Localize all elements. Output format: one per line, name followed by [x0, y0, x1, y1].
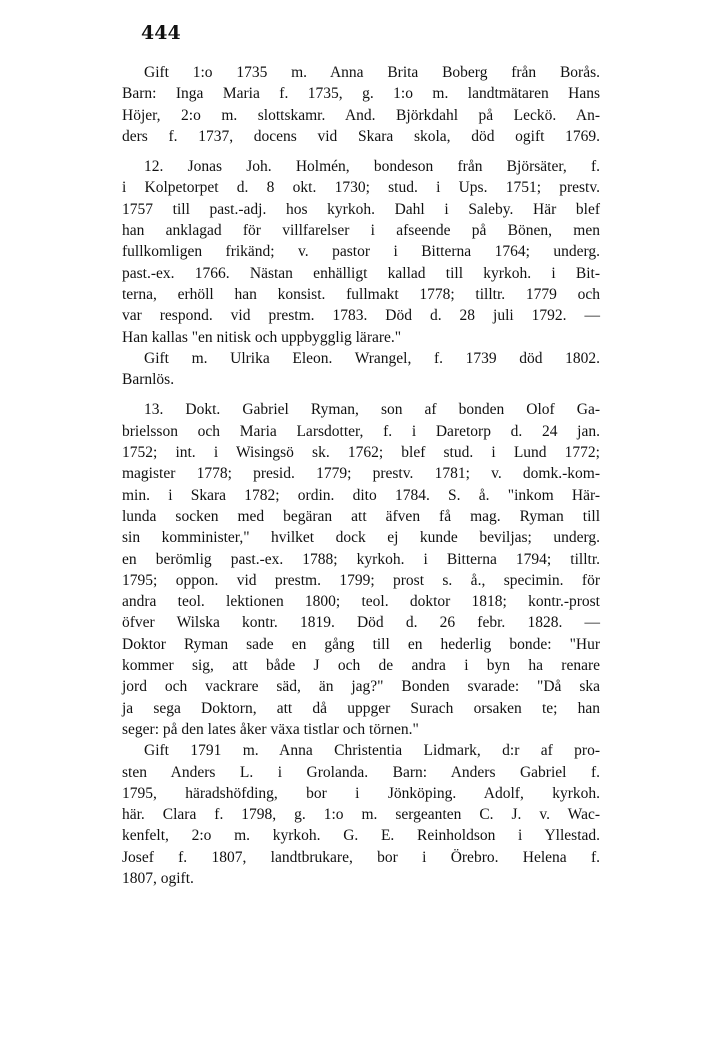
text-line: 1795, häradshöfding, bor i Jönköping. Adolf, kyrkoh. [122, 784, 600, 802]
text-line: här. Clara f. 1798, g. 1:o m. sergeanten C. J. v. Wac- [122, 806, 600, 824]
text-line: andra teol. lektionen 1800; teol. doktor 1818; kontr.-prost [122, 593, 600, 611]
text-line: Gift 1791 m. Anna Christentia Lidmark, d:r af pro- [144, 742, 600, 760]
text-line: kommer sig, att både J och de andra i byn ha renare [122, 657, 600, 675]
text-line: ders f. 1737, docens vid Skara skola, död ogift 1769. [122, 127, 600, 145]
body-text [122, 62, 600, 889]
text-line: Han kallas "en nitisk och uppbygglig lärare." [122, 328, 402, 346]
text-line: lunda socken med begäran att äfven få mag. Ryman till [122, 507, 600, 525]
text-line: öfver Wilska kontr. 1819. Död d. 26 febr. 1828. — [122, 614, 600, 632]
text-line: sin komminister," hvilket dock ej kunde beviljas; underg. [122, 529, 600, 547]
text-line: 1807, ogift. [122, 869, 194, 887]
text-line: sten Anders L. i Grolanda. Barn: Anders Gabriel f. [122, 763, 600, 781]
text-line: magister 1778; presid. 1779; prestv. 1781; v. domk.-kom- [122, 465, 600, 483]
page-number: 444 [141, 22, 181, 44]
text-line: 1752; int. i Wisingsö sk. 1762; blef stud. i Lund 1772; [122, 444, 600, 462]
text-line: Barnlös. [122, 371, 175, 389]
text-line: Höjer, 2:o m. slottskamr. And. Björkdahl på Leckö. An- [122, 106, 600, 124]
text-line: Barn: Inga Maria f. 1735, g. 1:o m. landtmätaren Hans [122, 85, 600, 103]
text-line: Gift m. Ulrika Eleon. Wrangel, f. 1739 död 1802. [144, 349, 600, 367]
text-line: terna, erhöll han konsist. fullmakt 1778; tilltr. 1779 och [122, 285, 600, 303]
text-line: en berömlig past.-ex. 1788; kyrkoh. i Bitterna 1794; tilltr. [122, 550, 600, 568]
text-line: jord och vackrare säd, än jag?" Bonden svarade: "Då ska [122, 678, 600, 696]
text-line: fullkomligen frikänd; v. pastor i Bitterna 1764; underg. [122, 243, 600, 261]
text-line: 1795; oppon. vid prestm. 1799; prost s. å., specimin. för [122, 571, 600, 589]
text-line: Gift 1:o 1735 m. Anna Brita Boberg från Borås. [144, 64, 600, 81]
text-line: i Kolpetorpet d. 8 okt. 1730; stud. i Ups. 1751; prestv. [122, 179, 600, 197]
text-line: seger: på den lates åker växa tistlar och törnen." [122, 720, 419, 738]
text-line: 13. Dokt. Gabriel Ryman, son af bonden Olof Ga- [144, 401, 600, 419]
text-line: kenfelt, 2:o m. kyrkoh. G. E. Reinholdson i Yllestad. [122, 827, 600, 845]
text-line: 12. Jonas Joh. Holmén, bondeson från Björsäter, f. [144, 158, 600, 176]
text-line: ja sega Doktorn, att då uppger Surach orsaken te; han [122, 699, 600, 717]
text-line: var respond. vid prestm. 1783. Död d. 28 juli 1792. — [122, 307, 600, 325]
text-line: min. i Skara 1782; ordin. dito 1784. S. å. "inkom Här- [122, 486, 600, 504]
text-line: 1757 till past.-adj. hos kyrkoh. Dahl i Saleby. Här blef [122, 200, 600, 218]
text-line: past.-ex. 1766. Nästan enhälligt kallad till kyrkoh. i Bit- [122, 264, 600, 282]
text-line: Doktor Ryman sade en gång till en hederlig bonde: "Hur [122, 635, 600, 653]
text-line: han anklagad för villfarelser i afseende på Bönen, men [122, 222, 600, 240]
text-line: Josef f. 1807, landtbrukare, bor i Örebro. Helena f. [122, 848, 600, 866]
text-line: brielsson och Maria Larsdotter, f. i Daretorp d. 24 jan. [122, 422, 600, 440]
